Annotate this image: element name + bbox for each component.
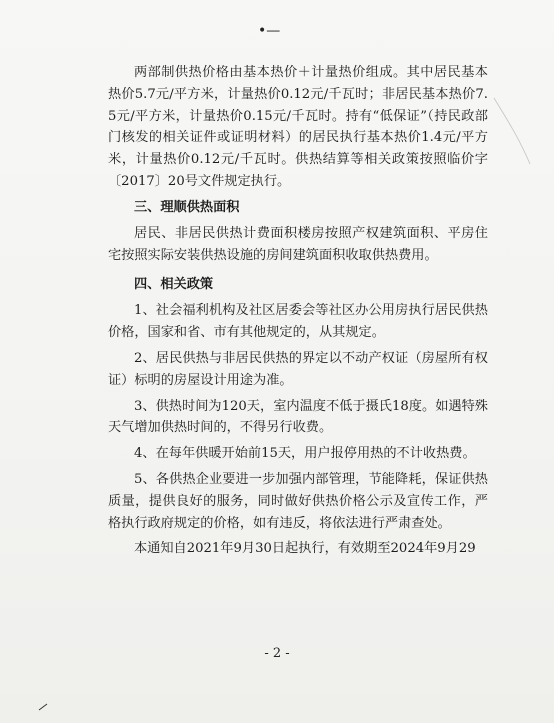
policy-item-1: 1、社会福利机构及社区居委会等社区办公用房执行居民供热价格，国家和省、市有其他规定的，从其规定。 [108,303,488,341]
policy-item-3: 3、供热时间为120天，室内温度不低于摄氏18度。如遇特殊天气增加供热时间的，不得另行收费。 [108,398,488,436]
policy-item-2: 2、居民供热与非居民供热的界定以不动产权证（房屋所有权证）标明的房屋设计用途为准。 [108,350,488,388]
section-heading-3: 三、理顺供热面积 [134,199,240,215]
corner-crop-mark [38,703,48,711]
area-paragraph: 居民、非居民供热计费面积楼房按照产权建筑面积、平房住宅按照实际安装供热设施的房间建筑面积收取供热费用。 [108,225,488,263]
page-top-mark: •— [258,23,281,39]
paper-fold-shadow [492,96,532,166]
pricing-paragraph: 两部制供热价格由基本热价＋计量热价组成。其中居民基本热价5.7元/平方米，计量热价0.12元/千瓦时；非居民基本热价7.5元/平方米，计量热价0.15元/千瓦时。持有“低保证”（持民政部门核发的相关证件或证明材料）的居民执行基本热价1.4元/平方米，计量热价0.12元/千瓦时。供热结算等相关政策按照临价字〔2017〕20号文件规定执行。 [108,65,488,189]
effective-date-paragraph: 本通知自2021年9月30日起执行，有效期至2024年9月29 [134,541,476,557]
document-body [108,62,488,560]
page-number: - 2 - [264,646,290,661]
section-heading-4: 四、相关政策 [134,277,214,293]
policy-item-4: 4、在每年供暖开始前15天，用户报停用热的不计收热费。 [134,446,476,462]
policy-item-5: 5、各供热企业要进一步加强内部管理，节能降耗，保证供热质量，提供良好的服务，同时做好供热价格公示及宣传工作，严格执行政府规定的价格，如有违反，将依法进行严肃查处。 [108,471,488,531]
